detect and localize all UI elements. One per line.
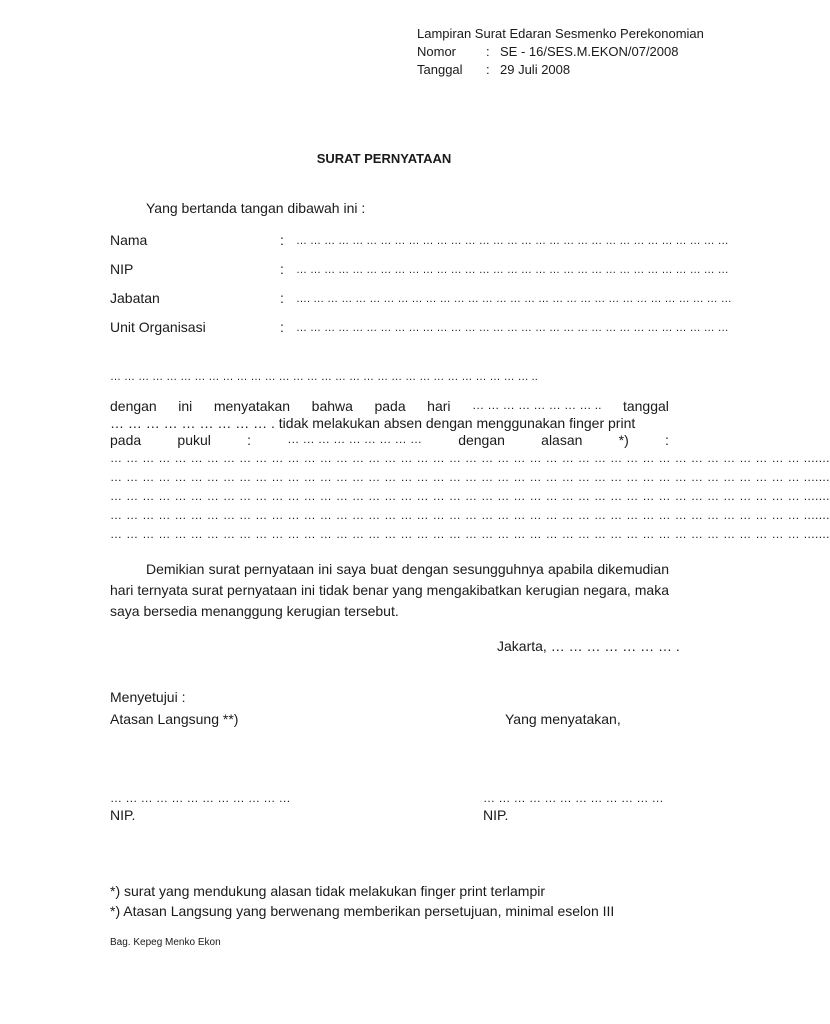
field-colon: :	[280, 290, 284, 306]
superior-nip: NIP.	[110, 807, 136, 823]
field-colon: :	[280, 319, 284, 335]
field-value-nama: … … … … … … … … … … … … … … … … … … … … … … … … … … … … … … …	[296, 235, 729, 247]
superior-label: Atasan Langsung **)	[110, 711, 239, 727]
extra-dotted-line: … … … … … … … … … … … … … … … … … … … … … … … … … … … … … … ..	[110, 371, 538, 383]
field-label-nama: Nama	[110, 232, 148, 248]
footnote: *) Atasan Langsung yang berwenang memberikan persetujuan, minimal eselon III	[110, 903, 615, 919]
field-value-unit-organisasi: … … … … … … … … … … … … … … … … … … … … … … … … … … … … … … …	[296, 322, 729, 334]
page-footer: Bag. Kepeg Menko Ekon	[110, 937, 221, 948]
statement-word: dengan	[458, 432, 505, 448]
intro-text: Yang bertanda tangan dibawah ini :	[146, 200, 366, 216]
statement-word: *)	[618, 432, 629, 448]
statement-day-dots: … … … … … … … … ..	[472, 398, 602, 412]
tanggal-colon: :	[486, 62, 490, 77]
reason-dotted-line: … … … … … … … … … … … … … … … … … … … … … … … … … … … … … … … … … … … … … … … … … … … .......	[110, 508, 830, 522]
footnote: *) surat yang mendukung alasan tidak melakukan finger print terlampir	[110, 883, 546, 899]
nomor-colon: :	[486, 44, 490, 59]
statement-word: alasan	[541, 432, 583, 448]
statement-word: pada	[374, 398, 406, 414]
statement-line-1	[110, 398, 669, 416]
nomor-label: Nomor	[417, 44, 457, 59]
superior-signature-line: … … … … … … … … … … … …	[110, 791, 291, 805]
tanggal-label: Tanggal	[417, 62, 463, 77]
closing-paragraph: Demikian surat pernyataan ini saya buat dengan sesungguhnya apabila dikemudian hari ternyata surat pernyataan ini tidak benar yang mengakibatkan kerugian negara, maka saya bersedia menanggung kerugian tersebut.	[110, 561, 669, 619]
document-title: SURAT PERNYATAAN	[316, 151, 452, 166]
statement-word: pukul	[177, 432, 211, 448]
statement-word: hari	[427, 398, 451, 414]
field-label-jabatan: Jabatan	[110, 290, 160, 306]
declarant-nip: NIP.	[483, 807, 509, 823]
reason-dotted-line: … … … … … … … … … … … … … … … … … … … … … … … … … … … … … … … … … … … … … … … … … … … .......	[110, 451, 830, 465]
statement-line-3	[110, 432, 669, 450]
field-label-nip: NIP	[110, 261, 134, 277]
nomor-value: SE - 16/SES.M.EKON/07/2008	[500, 44, 679, 59]
reason-dotted-line: … … … … … … … … … … … … … … … … … … … … … … … … … … … … … … … … … … … … … … … … … … … .......	[110, 489, 830, 503]
statement-word: bahwa	[311, 398, 353, 414]
field-colon: :	[280, 261, 284, 277]
statement-word: :	[665, 432, 669, 448]
field-label-unit-organisasi: Unit Organisasi	[110, 319, 206, 335]
place-date: Jakarta, … … … … … … … .	[497, 638, 680, 654]
declarant-signature-line: … … … … … … … … … … … …	[483, 791, 664, 805]
statement-line-2: … … … … … … … … … . tidak melakukan absen dengan menggunakan finger print	[110, 415, 636, 431]
declarant-label: Yang menyatakan,	[505, 711, 621, 727]
attachment-reference: Lampiran Surat Edaran Sesmenko Perekonomian	[417, 26, 704, 41]
statement-word: menyatakan	[213, 398, 291, 414]
reason-dotted-line: … … … … … … … … … … … … … … … … … … … … … … … … … … … … … … … … … … … … … … … … … … … .......	[110, 527, 830, 541]
statement-word: dengan	[110, 398, 157, 414]
statement-word: ini	[178, 398, 193, 414]
statement-word: tanggal	[622, 398, 669, 414]
field-value-jabatan: …. … … … … … … … … … … … … … … … … … … … … … … … … … … … … … …	[296, 293, 732, 305]
field-colon: :	[280, 232, 284, 248]
reason-dotted-line: … … … … … … … … … … … … … … … … … … … … … … … … … … … … … … … … … … … … … … … … … … … .......	[110, 470, 830, 484]
statement-time-dots: … … … … … … … … …	[287, 432, 422, 446]
approve-label: Menyetujui :	[110, 689, 186, 705]
statement-word: :	[247, 432, 252, 448]
statement-word: pada	[110, 432, 142, 448]
tanggal-value: 29 Juli 2008	[500, 62, 571, 77]
field-value-nip: … … … … … … … … … … … … … … … … … … … … … … … … … … … … … … …	[296, 264, 729, 276]
